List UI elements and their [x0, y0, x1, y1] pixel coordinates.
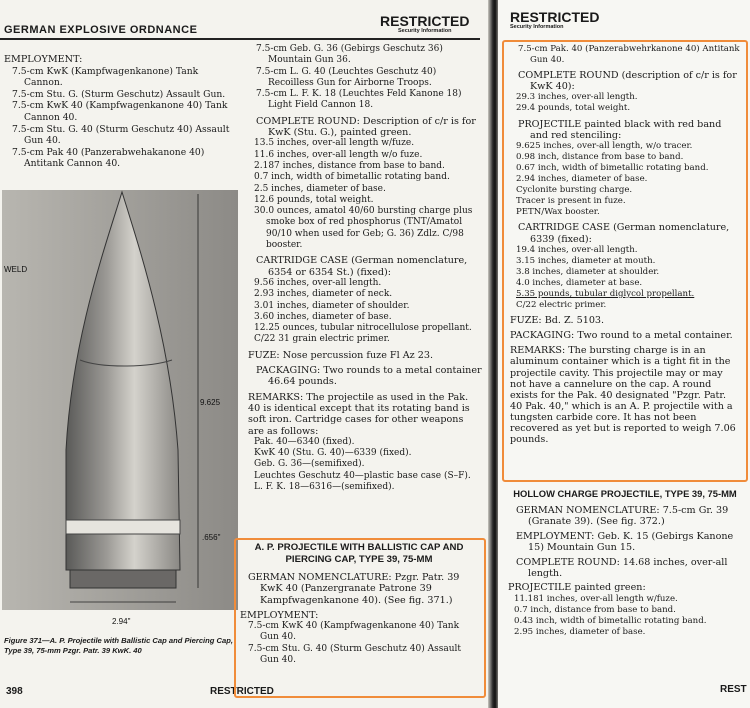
complete-round-item: 29.3 inches, over-all length. [516, 92, 638, 103]
cartridge-item: 12.25 ounces, tubular nitrocellulose propellant. [254, 323, 472, 334]
restricted-header [380, 14, 469, 34]
complete-round-heading: COMPLETE ROUND: Description of c/r is for KwK (Stu. G.), painted green. [256, 115, 476, 139]
ap-section-title: A. P. PROJECTILE WITH BALLISTIC CAP AND PIERCING CAP, TYPE 39, 75-MM [254, 542, 464, 565]
weapon-item: 7.5-cm Geb. G. 36 (Gebirgs Geschutz 36) Mountain Gun 36. [256, 44, 443, 66]
right-page [498, 0, 750, 708]
projectile-item: PETN/Wax booster. [516, 207, 600, 218]
employment-block [4, 50, 236, 170]
page-number: 398 [6, 686, 23, 697]
remarks-item: Geb. G. 36—(semifixed). [254, 459, 365, 470]
weapon-item: 7.5-cm L. F. K. 18 (Leuchtes Feld Kanone 18) Light Field Cannon 18. [256, 89, 462, 111]
complete-round-item: 29.4 pounds, total weight. [516, 103, 631, 114]
security-label: Security Information [510, 24, 564, 30]
weapon-item: 7.5-cm Pak. 40 (Panzerabwehrkanone 40) Antitank Gun 40. [518, 44, 740, 66]
header-rule [0, 38, 480, 40]
hollow-section-title: HOLLOW CHARGE PROJECTILE, TYPE 39, 75-MM [513, 488, 737, 499]
remarks-paragraph: REMARKS: The bursting charge is in an aluminum container which is a tight fit in the projectile cavity. This projectile may or may not have a cannelure on the cap. A round exists for the Pak. 40 designated "Pzgr. Patr. 40 Pak. 40," which is an A. P. projectile with a tungsten carbide core. It has not been recovered as yet but is reported to weigh 7.06 pounds. [510, 345, 736, 446]
employment-item: 7.5-cm Stu. G. 40 (Sturm Geschutz 40) Assault Gun 40. [12, 123, 230, 147]
restricted-label: RESTRICTED [380, 13, 470, 29]
hollow-projectile-item: 2.95 inches, diameter of base. [514, 627, 646, 638]
ap-employment-label: EMPLOYMENT: [240, 609, 319, 621]
rotating-band [66, 520, 180, 534]
length-label: 9.625 [200, 398, 221, 407]
restricted-header [510, 10, 599, 30]
employment-label: EMPLOYMENT: [4, 54, 83, 65]
page-header-title: GERMAN EXPLOSIVE ORDNANCE [4, 24, 198, 36]
cartridge-heading: CARTRIDGE CASE (German nomenclature, 6339 (fixed): [518, 222, 730, 245]
ap-projectile-section [240, 542, 478, 666]
fuze-line: FUZE: Nose percussion fuze Fl Az 23. [248, 349, 433, 361]
cartridge-item: 3.15 inches, diameter at mouth. [516, 255, 656, 266]
cartridge-item: C/22 31 grain electric primer. [254, 334, 390, 345]
complete-round-item: 2.187 inches, distance from base to band. [254, 160, 445, 171]
employment-item: 7.5-cm Pak 40 (Panzerabwehakanone 40) Antitank Cannon 40. [12, 146, 205, 170]
ap-employment-item: 7.5-cm KwK 40 (Kampfwagenkanone 40) Tank Gun 40. [248, 621, 460, 643]
hollow-projectile-item: 11.181 inches, over-all length w/fuze. [514, 594, 678, 605]
complete-round-item: 13.5 inches, over-all length w/fuze. [254, 138, 415, 149]
projectile-item: 2.94 inches, diameter of base. [516, 174, 648, 185]
ap-nomenclature: GERMAN NOMENCLATURE: Pzgr. Patr. 39 KwK 40 (Panzergranate Patrone 39 Kampfwagenkanone 40). (See fig. 371.) [248, 572, 460, 606]
remarks-paragraph: REMARKS: The projectile as used in the Pak. 40 is identical except that its rotating band is soft iron. Cartridge cases for other weapons are as follows: [248, 391, 470, 437]
hollow-projectile-item: 0.7 inch, distance from base to band. [514, 605, 676, 616]
weapon-item: 7.5-cm L. G. 40 (Leuchtes Geschutz 40) Recoilless Gun for Airborne Troops. [256, 66, 437, 88]
cartridge-item: 3.01 inches, diameter of shoulder. [254, 300, 410, 311]
projectile-item: Cyclonite bursting charge. [516, 185, 633, 196]
cartridge-item: 19.4 inches, over-all length. [516, 244, 638, 255]
hollow-charge-section [508, 488, 742, 638]
hollow-projectile-heading: PROJECTILE painted green: [508, 582, 646, 594]
complete-round-item: 0.7 inch, width of bimetallic rotating band. [254, 172, 450, 183]
pak40-section [510, 44, 740, 445]
band-width-label: .656" [202, 533, 221, 542]
cartridge-heading: CARTRIDGE CASE (German nomenclature, 6354 or 6354 St.) (fixed): [256, 255, 468, 278]
remarks-item: L. F. K. 18—6316—(semifixed). [254, 481, 395, 492]
diameter-label: 2.94" [112, 617, 131, 626]
hollow-employment: EMPLOYMENT: Geb. K. 15 (Gebirgs Kanone 15) Mountain Gun 15. [516, 530, 734, 553]
cartridge-item: 9.56 inches, over-all length. [254, 277, 382, 288]
cartridge-item: 4.0 inches, diameter at base. [516, 277, 643, 288]
employment-item: 7.5-cm KwK 40 (Kampfwagenkanone 40) Tank Cannon 40. [12, 100, 228, 123]
projectile-base [70, 570, 176, 588]
complete-round-item: 11.6 inches, over-all length w/o fuze. [254, 149, 423, 160]
projectile-item: 9.625 inches, over-all length, w/o tracer. [516, 140, 693, 151]
remarks-item: Pak. 40—6340 (fixed). [254, 436, 355, 447]
ap-employment-item: 7.5-cm Stu. G. 40 (Sturm Geschutz 40) Assault Gun 40. [248, 643, 461, 666]
hollow-nomenclature: GERMAN NOMENCLATURE: 7.5-cm Gr. 39 (Granate 39). (See fig. 372.) [516, 505, 729, 527]
fuze-line: FUZE: Bd. Z. 5103. [510, 315, 605, 327]
projectile-item: 0.67 inch, width of bimetallic rotating band. [516, 162, 709, 173]
packaging-line: PACKAGING: Two rounds to a metal container 46.64 pounds. [256, 365, 482, 388]
complete-round-item: 12.6 pounds, total weight. [254, 194, 374, 205]
restricted-label: RESTRICTED [510, 9, 600, 25]
cartridge-item: 3.8 inches, diameter at shoulder. [516, 266, 660, 277]
complete-round-heading: COMPLETE ROUND (description of c/r is for KwK 40): [518, 70, 737, 93]
complete-round-item: 2.5 inches, diameter of base. [254, 183, 386, 194]
cartridge-item: 3.60 inches, diameter of base. [254, 311, 392, 322]
remarks-item: KwK 40 (Stu. G. 40)—6339 (fixed). [254, 448, 412, 459]
left-column-2 [248, 44, 482, 493]
hollow-complete-round: COMPLETE ROUND: 14.68 inches, over-all length. [516, 556, 728, 579]
footer-restricted: RESTRICTED [210, 686, 274, 697]
cartridge-item: 5.35 pounds, tubular diglycol propellant. [516, 288, 695, 299]
projectile-heading: PROJECTILE painted black with red band and red stenciling: [518, 118, 722, 141]
employment-item: 7.5-cm Stu. G. (Sturm Geschutz) Assault Gun. [12, 88, 226, 100]
security-label: Security Information [397, 28, 452, 34]
projectile-figure [0, 190, 240, 630]
cartridge-item: C/22 electric primer. [516, 300, 607, 311]
weld-label: WELD [4, 265, 28, 274]
projectile-item: Tracer is present in fuze. [516, 196, 626, 207]
packaging-line: PACKAGING: Two round to a metal container. [510, 330, 733, 342]
employment-item: 7.5-cm KwK (Kampfwagenkanone) Tank Cannon. [12, 65, 199, 89]
remarks-item: Leuchtes Geschutz 40—plastic base case (S–F). [254, 470, 471, 481]
cartridge-item: 2.93 inches, diameter of neck. [254, 289, 393, 300]
figure-caption: Figure 371—A. P. Projectile with Ballistic Cap and Piercing Cap, Type 39, 75-mm Pzgr. Patr. 39 KwK. 40 [4, 636, 234, 655]
hollow-projectile-item: 0.43 inch, width of bimetallic rotating band. [514, 616, 707, 627]
complete-round-item: 30.0 ounces, amatol 40/60 bursting charge plus smoke box of red phosphorus (TNT/Amatol 90/10 when used for Geb; G. 36) Zdlz. C/98 booster. [254, 206, 473, 251]
projectile-item: 0.98 inch, distance from base to band. [516, 151, 684, 162]
footer-restricted: REST [720, 684, 747, 695]
